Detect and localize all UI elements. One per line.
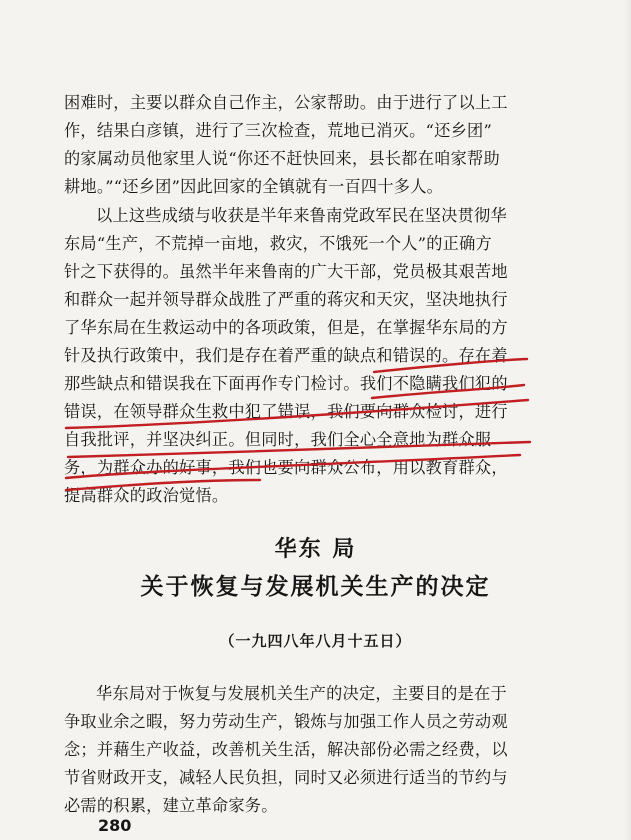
text-line: 那些缺点和错误我在下面再作专门检讨。我们不隐瞒我们犯的 [64, 374, 508, 393]
text-line: 节省财政开支，减轻人民负担，同时又必须进行适当的节约与 [64, 768, 508, 787]
text-line: 务，为群众办的好事，我们也要向群众公布，用以教育群众， [64, 458, 508, 477]
text-line: 困难时，主要以群众自己作主，公家帮助。由于进行了以上工 [64, 93, 508, 112]
text-line: 提高群众的政治觉悟。 [64, 486, 229, 505]
text-line: 争取业余之暇，努力劳动生产，锻炼与加强工作人员之劳动观 [64, 712, 508, 731]
text-line: 的家属动员他家里人说“你还不赶快回来，县长都在咱家帮助 [64, 149, 500, 168]
text-line: 作，结果白彦镇，进行了三次检查，荒地已消灭。“还乡团” [64, 121, 492, 140]
section-title-issuer: 华东 局 [274, 537, 357, 562]
text-line: 必需的积累，建立革命家务。 [64, 796, 278, 815]
section-title: 关于恢复与发展机关生产的决定 [140, 574, 491, 600]
text-line: 和群众一起并领导群众战胜了严重的蒋灾和天灾，坚决地执行 [64, 290, 508, 309]
text-line: 耕地。”“还乡团”因此回家的全镇就有一百四十多人。 [64, 177, 444, 196]
page-edge-shadow [625, 0, 631, 840]
text-line: 念；并藉生产收益，改善机关生活，解决部份必需之经费，以 [64, 740, 508, 759]
section-date: （一九四八年八月十五日） [219, 632, 412, 650]
text-line: 错误，在领导群众生救中犯了错误，我们要向群众检讨，进行 [64, 402, 508, 421]
text-line: 东局“生产，不荒掉一亩地，救灾，不饿死一个人”的正确方 [64, 234, 492, 253]
text-line: 针之下获得的。虽然半年来鲁南的广大干部，党员极其艰苦地 [64, 262, 508, 281]
text-line: 华东局对于恢复与发展机关生产的决定，主要目的是在于 [96, 684, 507, 703]
text-line: 以上这些成绩与收获是半年来鲁南党政军民在坚决贯彻华 [96, 206, 507, 225]
page-number: 280 [98, 816, 132, 835]
text-line: 了华东局在生救运动中的各项政策，但是，在掌握华东局的方 [64, 318, 508, 337]
text-line: 针及执行政策中，我们是存在着严重的缺点和错误的。存在着 [64, 346, 508, 365]
text-line: 自我批评，并坚决纠正。但同时，我们全心全意地为群众服 [64, 430, 492, 449]
